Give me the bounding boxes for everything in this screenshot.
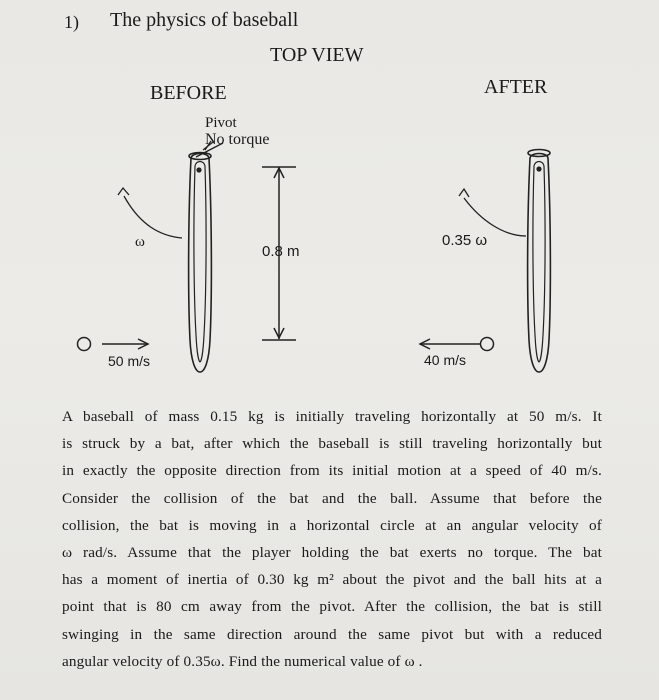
question-title: The physics of baseball <box>110 9 299 31</box>
rotation-arc-before <box>118 188 182 238</box>
before-label: BEFORE <box>150 82 227 104</box>
problem-line: Consider the collision of the bat and the ball. Assume that before the <box>62 489 602 507</box>
after-angular-velocity-label: 0.35 ω <box>442 232 488 249</box>
problem-line: angular velocity of 0.35ω. Find the numerical value of ω . <box>62 652 423 670</box>
ball-after <box>420 338 494 351</box>
initial-speed-label: 50 m/s <box>108 353 151 369</box>
length-dimension <box>262 167 296 340</box>
rotation-arc-after <box>459 189 526 236</box>
problem-line: has a moment of inertia of 0.30 kg m² about the pivot and the ball hits at a <box>62 571 602 589</box>
problem-statement <box>62 403 602 675</box>
after-label: AFTER <box>484 76 548 98</box>
problem-line: A baseball of mass 0.15 kg is initially traveling horizontally at 50 m/s. It <box>62 408 602 425</box>
bat-before <box>189 153 212 373</box>
no-torque-label: No torque <box>205 131 270 148</box>
diagram-heading: TOP VIEW <box>270 44 364 66</box>
bat-after <box>528 150 551 373</box>
final-speed-label: 40 m/s <box>424 352 467 368</box>
problem-line: is struck by a bat, after which the baseball is still traveling horizontally but <box>62 435 602 453</box>
question-number: 1) <box>64 12 79 32</box>
problem-line: swinging in the same direction around the same pivot but with a reduced <box>62 625 602 643</box>
problem-line: collision, the bat is moving in a horizontal circle at an angular velocity of <box>62 516 602 534</box>
problem-line: in exactly the opposite direction from its initial motion at a speed of 40 m/s. <box>62 462 602 480</box>
before-angular-velocity-label: ω <box>135 234 145 250</box>
problem-line: ω rad/s. Assume that the player holding the bat exerts no torque. The bat <box>62 544 602 562</box>
problem-line: point that is 80 cm away from the pivot. After the collision, the bat is still <box>62 598 602 616</box>
pivot-label: Pivot <box>205 115 237 131</box>
ball-before <box>78 338 149 351</box>
bat-length-label: 0.8 m <box>262 243 300 260</box>
